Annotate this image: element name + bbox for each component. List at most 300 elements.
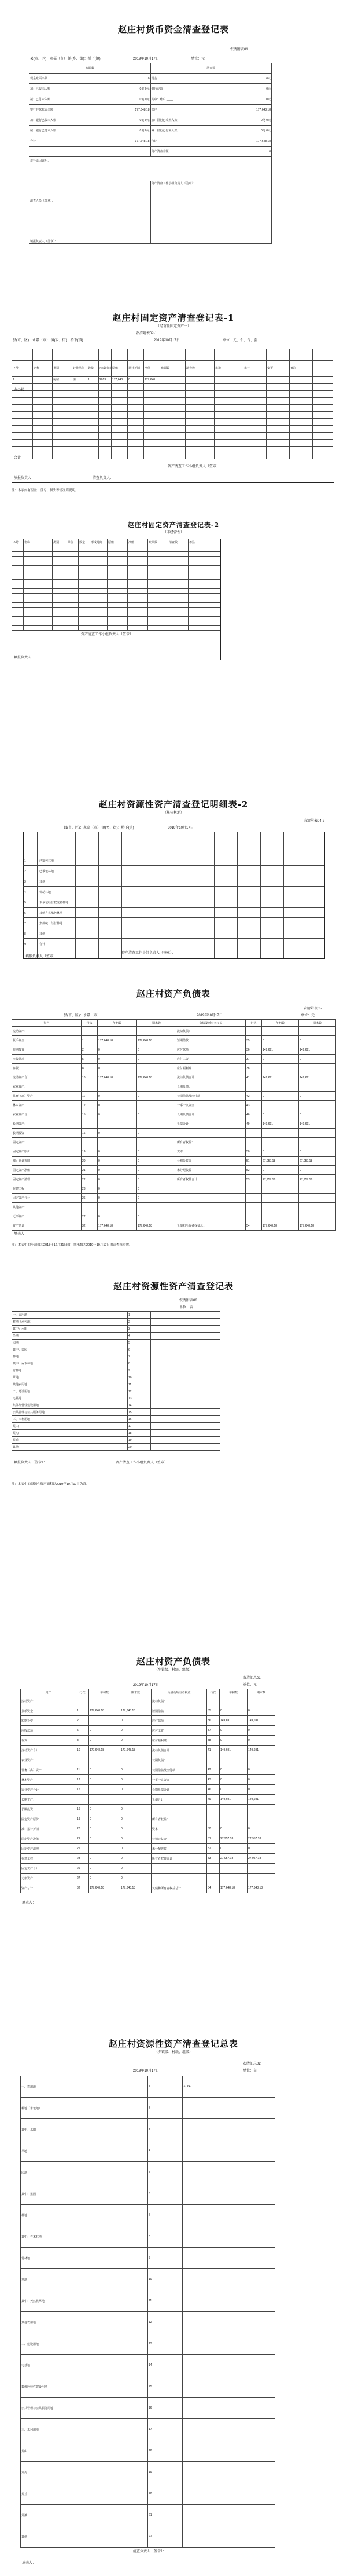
table-cell: 负债和所有者权益总计: [176, 1221, 246, 1231]
table-cell: 0: [262, 1055, 299, 1064]
doc8-title: 赵庄村资源性资产清查登记总表: [108, 2039, 238, 2049]
doc5-table: [12, 1019, 336, 1231]
table-cell: 0: [120, 1854, 152, 1864]
table-cell: 8: [82, 1064, 98, 1073]
table-cell: 8: [76, 1736, 89, 1746]
table-cell: 0: [89, 1736, 120, 1746]
table-cell: [183, 2205, 275, 2226]
table-cell: [183, 2269, 275, 2290]
table-row: [21, 2483, 275, 2505]
table-cell: 27,957.18: [262, 1157, 299, 1166]
table-cell: 公共管理与公共服务用地: [21, 2398, 148, 2419]
table-cell: 0: [98, 1184, 137, 1194]
table-cell: 42: [207, 1765, 220, 1775]
table-cell: 54: [246, 1221, 262, 1231]
doc3-sign2: 资产清查工作小组负责人（签章）：: [81, 633, 135, 636]
table-cell: 27,957.18: [299, 1175, 336, 1184]
doc3-header-cell: 名称: [24, 541, 31, 544]
table-cell: [183, 2526, 275, 2548]
table-cell: 26: [82, 1194, 98, 1203]
grid-line: [78, 539, 79, 631]
table-cell: 应付款项: [176, 1045, 246, 1055]
doc5-form-no: 农清附表05: [304, 1007, 322, 1011]
grid-line: [23, 917, 324, 918]
table-header-cell: 行次: [76, 1689, 89, 1696]
doc2-header-cell: 累计折旧: [128, 367, 141, 370]
table-cell: 存货: [12, 1064, 82, 1073]
table-cell: 固定资产合计: [21, 1864, 76, 1874]
table-cell: 0: [98, 1045, 137, 1055]
table-cell: 0: [137, 1157, 176, 1166]
table-cell: 50: [246, 1147, 262, 1157]
table-cell: 园地: [21, 2162, 148, 2183]
doc1-diff-value: 0: [211, 147, 272, 157]
table-cell: 荒丘: [21, 2483, 148, 2505]
table-cell: [151, 1416, 220, 1423]
table-cell: [246, 1212, 262, 1221]
table-cell: 1: [82, 1036, 98, 1045]
table-cell: 149,691: [248, 1716, 275, 1726]
table-cell: 草地: [12, 1374, 128, 1381]
doc2-header-cell: 原值: [112, 367, 119, 370]
table-row: [12, 1333, 220, 1340]
table-cell: 0: [262, 1101, 299, 1110]
table-cell: 15: [148, 2376, 183, 2398]
grid-line: [12, 556, 220, 557]
table-cell: 21: [148, 2505, 183, 2526]
table-cell: 42: [246, 1092, 262, 1101]
table-cell: 短期借款: [152, 1706, 207, 1716]
grid-line: [12, 397, 333, 398]
table-row: [12, 1353, 220, 1360]
table-row: [21, 1726, 275, 1736]
doc4-row-cell: 其他: [39, 932, 46, 936]
table-cell: 竹林地: [21, 2248, 148, 2269]
table-row: [12, 1340, 220, 1346]
grid-line: [12, 425, 333, 426]
table-row: [21, 2462, 275, 2483]
table-row: [12, 1212, 336, 1221]
table-cell: [151, 1333, 220, 1340]
table-cell: 12: [148, 2312, 183, 2333]
table-cell: 所有者权益合计: [152, 1854, 207, 1864]
table-cell: [98, 1027, 137, 1036]
grid-line: [12, 439, 333, 440]
grid-line: [289, 349, 290, 459]
table-cell: 52: [207, 1844, 220, 1854]
table-cell: 0: [137, 1110, 176, 1119]
table-cell: 41: [246, 1073, 262, 1082]
table-cell: 177,648.18: [89, 1706, 120, 1716]
table-cell: 10: [148, 2269, 183, 2290]
table-row: [12, 1036, 336, 1045]
table-cell: [151, 1381, 220, 1388]
table-cell: 19: [76, 1814, 89, 1824]
table-cell: 0: [98, 1212, 137, 1221]
table-cell: [262, 1203, 299, 1212]
table-cell: [207, 1696, 220, 1706]
table-cell: 0: [120, 1736, 152, 1746]
table-cell: 12: [76, 1775, 89, 1785]
table-cell: 0: [120, 1824, 152, 1834]
table-cell: 177,648.18: [98, 1073, 137, 1082]
table-cell: 46: [207, 1785, 220, 1795]
table-cell: 固定资产净值: [21, 1834, 76, 1844]
table-row: [21, 2419, 275, 2440]
table-cell: 0: [120, 1844, 152, 1854]
table-cell: 旱地: [12, 1333, 128, 1340]
table-header-row: [12, 1020, 336, 1027]
table-cell: [262, 1082, 299, 1092]
table-cell: [89, 1696, 120, 1706]
table-cell: 0: [220, 1775, 248, 1785]
table-cell: [248, 1805, 275, 1814]
table-row: [21, 1844, 275, 1854]
table-header-cell: 年初数: [98, 1020, 137, 1027]
grid-line: [12, 625, 220, 626]
doc4-row-cell: 机动林地: [39, 891, 51, 894]
table-cell: 0: [299, 1101, 336, 1110]
table-cell: [152, 1805, 207, 1814]
table-cell: 50: [207, 1824, 220, 1834]
table-cell: 14: [128, 1402, 151, 1409]
table-cell: [89, 1755, 120, 1765]
table-cell: 21: [76, 1834, 89, 1844]
table-cell: 长期负债合计: [152, 1785, 207, 1795]
table-cell: 0: [98, 1110, 137, 1119]
grid-line: [12, 376, 333, 377]
table-cell: 0: [248, 1785, 275, 1795]
table-cell: 27: [76, 1874, 89, 1883]
table-row: [21, 1736, 275, 1746]
table-cell: [152, 1874, 207, 1883]
table-cell: 0: [262, 1166, 299, 1175]
table-row: [21, 2140, 275, 2162]
doc2-header-cell: 数量: [88, 367, 94, 370]
table-cell: 149,691: [262, 1073, 299, 1082]
table-cell: 荒沟: [12, 1430, 128, 1437]
table-cell: 149,691: [299, 1119, 336, 1129]
table-cell: 流动负债：: [152, 1696, 207, 1706]
table-cell: [248, 1874, 275, 1883]
grid-line: [12, 565, 220, 566]
grid-line: [12, 383, 333, 384]
doc2-table: [12, 343, 334, 483]
table-cell: 农业资产：: [21, 1755, 76, 1765]
table-cell: 177,648.18: [248, 1883, 275, 1893]
table-cell: 32: [76, 1883, 89, 1893]
table-cell: [220, 1814, 248, 1824]
doc1-cell: 0笔 0元: [90, 115, 150, 126]
doc2-header-cell: 序号: [13, 367, 19, 370]
table-cell: 177,648.18: [120, 1746, 152, 1755]
table-cell: 6: [128, 1346, 151, 1353]
table-cell: 53: [246, 1175, 262, 1184]
table-header-cell: 年初数: [262, 1020, 299, 1027]
table-row: [21, 2333, 275, 2355]
table-cell: 0: [137, 1166, 176, 1175]
table-cell: 18: [128, 1430, 151, 1437]
grid-line: [127, 539, 128, 631]
table-cell: 0: [98, 1129, 137, 1138]
table-cell: [299, 1082, 336, 1092]
table-cell: 短期投资: [12, 1045, 82, 1055]
table-cell: 27,957.18: [248, 1834, 275, 1844]
doc8-form-no: 农清汇总02: [243, 2062, 261, 2066]
table-cell: [299, 1184, 336, 1194]
table-row: [21, 2119, 275, 2140]
doc1-cell: 减：已付未入账: [29, 94, 90, 105]
table-cell: [246, 1027, 262, 1036]
grid-line: [37, 832, 38, 958]
doc2-remark: 注：本表如有盘盈、盘亏、损失等情况请说明。: [12, 489, 79, 492]
table-cell: 在建工程: [21, 1854, 76, 1864]
table-cell: 其他: [21, 2526, 148, 2548]
table-cell: 177,648.18: [98, 1221, 137, 1231]
table-cell: 负债和所有者权益总计: [152, 1883, 207, 1893]
table-cell: 负债合计: [152, 1795, 207, 1805]
grid-line: [12, 411, 333, 412]
table-cell: [246, 1138, 262, 1147]
table-cell: 37: [246, 1055, 262, 1064]
table-cell: 0: [220, 1736, 248, 1746]
doc7-form-no: 农清汇总01: [243, 1677, 261, 1680]
table-cell: 0: [262, 1036, 299, 1045]
doc4-sign: 填报负责人（签章）：: [25, 955, 59, 958]
table-row: [21, 1805, 275, 1814]
table-cell: 0: [89, 1824, 120, 1834]
doc4-row-cell: 6: [24, 912, 26, 915]
table-cell: [183, 2333, 275, 2355]
table-cell: 27,957.18: [220, 1854, 248, 1864]
table-cell: 0: [137, 1194, 176, 1203]
table-cell: 0: [262, 1110, 299, 1119]
table-row: [21, 1765, 275, 1775]
table-cell: [89, 1795, 120, 1805]
table-row: [21, 1706, 275, 1716]
doc3-header-cell: 序号: [13, 541, 19, 544]
table-row: [12, 1092, 336, 1101]
table-cell: 27,957.18: [248, 1854, 275, 1864]
doc4-row-cell: 3: [24, 880, 26, 884]
table-cell: 149,691: [220, 1795, 248, 1805]
table-cell: 0: [89, 1775, 120, 1785]
doc3-header-cell: 账面数: [149, 541, 158, 544]
table-cell: [183, 2140, 275, 2162]
table-cell: [299, 1194, 336, 1203]
table-cell: 资本: [176, 1147, 246, 1157]
doc4-row-cell: 5: [24, 901, 26, 905]
table-row: [12, 1119, 336, 1129]
doc4-row-cell: 7: [24, 922, 26, 925]
table-cell: 流动资产合计: [12, 1073, 82, 1082]
table-cell: 0: [220, 1824, 248, 1834]
table-cell: [151, 1437, 220, 1444]
grid-line: [32, 349, 33, 459]
table-row: [12, 1416, 220, 1423]
table-cell: 27: [82, 1212, 98, 1221]
table-cell: 负债合计: [176, 1119, 246, 1129]
doc4-row-cell: 已发包林地: [39, 859, 54, 863]
table-cell: 二、建设用地: [21, 2333, 148, 2355]
doc1-cell: 177,648.18: [211, 136, 272, 147]
table-cell: 其中：果园: [12, 1346, 128, 1353]
doc1-cell: 177,648.18: [211, 105, 272, 115]
table-row: [12, 1166, 336, 1175]
table-cell: 0: [89, 1854, 120, 1864]
table-cell: 177,648.18: [98, 1036, 137, 1045]
table-cell: 177,648.18: [220, 1883, 248, 1893]
table-cell: 17: [148, 2419, 183, 2440]
table-cell: 149,691: [220, 1746, 248, 1755]
table-cell: 0: [98, 1194, 137, 1203]
table-cell: [137, 1082, 176, 1092]
table-cell: 长期投资: [21, 1805, 76, 1814]
table-cell: [176, 1194, 246, 1203]
doc3-header-cell: 备注: [189, 541, 195, 544]
table-row: [12, 1374, 220, 1381]
table-cell: 林木资产: [21, 1775, 76, 1785]
table-cell: 0: [120, 1864, 152, 1874]
table-cell: [299, 1212, 336, 1221]
table-cell: [299, 1129, 336, 1138]
doc2-unit: 单位：元、个、台、套: [223, 339, 258, 342]
table-cell: 43: [246, 1101, 262, 1110]
table-cell: 未分配收益: [176, 1166, 246, 1175]
doc2-header-cell: 计量单位: [73, 367, 85, 370]
table-cell: 流动负债合计: [176, 1073, 246, 1082]
doc4-row-cell: 集体统一经营林地: [39, 922, 63, 925]
table-row: [12, 1082, 336, 1092]
table-cell: [183, 2483, 275, 2505]
table-row: [12, 1110, 336, 1119]
doc1-cell: 0笔 0元: [90, 126, 150, 136]
doc7-date: 2019年10月17日: [133, 1684, 159, 1687]
doc2-header-cell: 清查数: [186, 367, 195, 370]
table-cell: 应收款项: [21, 1726, 76, 1736]
table-cell: 其中：水田: [12, 1326, 128, 1333]
doc1-title: 赵庄村货币资金清查登记表: [117, 24, 229, 35]
doc2-row-cell: 房屋: [53, 378, 60, 382]
table-cell: 49: [246, 1119, 262, 1129]
table-cell: 13: [148, 2333, 183, 2355]
table-row: [12, 1027, 336, 1036]
grid-line: [214, 349, 215, 459]
table-cell: 22: [148, 2526, 183, 2548]
table-cell: 149,691: [248, 1795, 275, 1805]
table-cell: 17: [128, 1423, 151, 1430]
table-cell: [176, 1184, 246, 1194]
table-cell: 0: [248, 1726, 275, 1736]
table-cell: 耕地（承包地）: [12, 1319, 128, 1326]
table-cell: 农业资产合计: [12, 1110, 82, 1119]
table-cell: [220, 1864, 248, 1874]
table-cell: 11: [148, 2290, 183, 2312]
table-cell: 22: [82, 1175, 98, 1184]
table-cell: 11: [128, 1381, 151, 1388]
table-cell: [76, 1755, 89, 1765]
doc1-cell: 合计: [29, 136, 90, 147]
table-cell: 0: [120, 1775, 152, 1785]
table-cell: 其他: [12, 1444, 128, 1451]
table-cell: 固定资产净值: [12, 1166, 82, 1175]
table-cell: 54: [207, 1883, 220, 1893]
table-cell: 20: [82, 1157, 98, 1166]
grid-line: [107, 539, 108, 631]
doc4-row-cell: 已承包林地: [39, 870, 54, 873]
table-cell: 农业资产：: [12, 1082, 82, 1092]
table-header-cell: 行次: [82, 1020, 98, 1027]
grid-line: [12, 630, 220, 631]
table-row: [12, 1175, 336, 1184]
table-cell: 荒山: [21, 2440, 148, 2462]
table-cell: 177,648.18: [89, 1883, 120, 1893]
table-cell: 农业资产合计: [21, 1785, 76, 1795]
table-cell: 应付福利费: [152, 1736, 207, 1746]
table-cell: [98, 1138, 137, 1147]
doc4-region: 县(市、区)：永嘉（市） 镇(乡、街)：桥下(镇): [64, 826, 134, 830]
table-cell: 其他资产：: [12, 1203, 82, 1212]
table-cell: 长期负债：: [152, 1755, 207, 1765]
table-cell: 资产总计: [12, 1221, 82, 1231]
grid-line: [312, 349, 313, 459]
doc1-cell: 现金账面余额: [29, 74, 90, 84]
doc2-header-cell: 备注: [290, 367, 297, 370]
table-cell: 0: [137, 1212, 176, 1221]
doc1-cell: 现金: [150, 74, 211, 84]
doc4-row-cell: 其他方式承包林地: [39, 912, 63, 915]
table-cell: [151, 1312, 220, 1319]
doc2-header-cell: 名称: [34, 367, 40, 370]
table-row: [12, 1346, 220, 1353]
table-cell: 固定资产原价: [12, 1147, 82, 1157]
doc1-cell: 减：银行已付未入账: [29, 126, 90, 136]
table-cell: [183, 2183, 275, 2205]
doc8-subtitle: （乡镇级、村级、组级）: [154, 2051, 193, 2054]
table-cell: 19: [128, 1437, 151, 1444]
table-cell: [151, 1423, 220, 1430]
table-cell: [207, 1755, 220, 1765]
table-cell: [137, 1138, 176, 1147]
table-cell: 应付福利费: [176, 1064, 246, 1073]
table-cell: 其中：水田: [21, 2119, 148, 2140]
table-cell: 149,691: [220, 1716, 248, 1726]
table-cell: 0: [262, 1092, 299, 1101]
table-cell: 23: [82, 1184, 98, 1194]
table-cell: 集体经营性建设用地: [12, 1402, 128, 1409]
table-cell: 10: [128, 1374, 151, 1381]
table-row: [12, 1402, 220, 1409]
table-cell: 0: [299, 1064, 336, 1073]
table-cell: [262, 1212, 299, 1221]
doc3-header-cell: 数量: [79, 541, 86, 544]
table-cell: [151, 1340, 220, 1346]
doc8-table: [20, 2076, 275, 2548]
doc3-table: [12, 539, 221, 660]
table-row: [21, 2183, 275, 2205]
doc1-fill: 清查人员（签章）：: [29, 181, 151, 203]
table-cell: [151, 1319, 220, 1326]
doc5-date: 2019年10月17日: [197, 1014, 223, 1018]
table-cell: 短期借款: [176, 1036, 246, 1045]
doc1-cell: 银行存款账面余额: [29, 105, 90, 115]
doc4-sign2: 资产清查工作小组负责人（签章）：: [121, 952, 176, 955]
table-cell: 耕地（承包地）: [21, 2098, 148, 2119]
table-cell: 5: [148, 2162, 183, 2183]
table-cell: [151, 1374, 220, 1381]
doc2-note: 填报负责人：: [14, 477, 35, 480]
table-cell: 0: [299, 1110, 336, 1119]
